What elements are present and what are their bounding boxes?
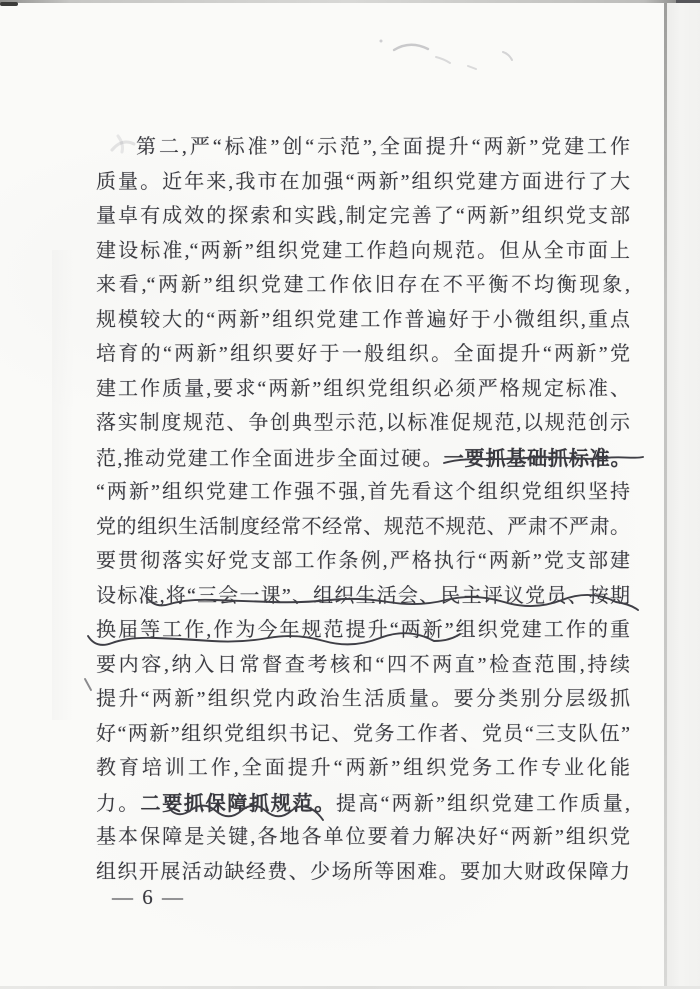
text-line: 换届等工作,作为今年规范提升“两新”组织党建工作的重 bbox=[96, 619, 630, 641]
pencil-smudge-4 bbox=[503, 52, 512, 60]
scan-left-shading bbox=[52, 250, 74, 720]
text-segment: 提高“两新”组织党建工作质量, bbox=[336, 792, 631, 815]
page-number: — 6 — bbox=[112, 885, 185, 909]
scan-artifact-top-left bbox=[0, 2, 18, 6]
text-line: 落实制度规范、争创典型示范,以标准促规范,以规范创示 bbox=[96, 412, 630, 434]
scan-top-edge-shadow bbox=[0, 0, 700, 3]
text-segment: 范,推动党建工作全面进步全面过硬。 bbox=[96, 447, 444, 470]
text-segment: 力。 bbox=[96, 792, 141, 815]
pencil-dot bbox=[380, 40, 383, 43]
text-line: 提升“两新”组织党内政治生活质量。要分类别分层级抓 bbox=[96, 688, 630, 710]
text-line: 建工作质量,要求“两新”组织党组织必须严格规定标准、 bbox=[96, 377, 630, 400]
bold-heading-first-point: 一要抓基础抓标准。 bbox=[443, 445, 631, 470]
text-line: 培育的“两新”组织要好于一般组织。全面提升“两新”党 bbox=[96, 343, 630, 365]
text-line-with-heading bbox=[96, 441, 630, 476]
text-line: 要贯彻落实好党支部工作条例,严格执行“两新”党支部建 bbox=[96, 550, 630, 572]
pencil-smudge-3 bbox=[468, 66, 476, 69]
text-line: 教育培训工作,全面提升“两新”组织党务工作专业化能 bbox=[96, 757, 630, 779]
text-line: 来看,“两新”组织党建工作依旧存在不平衡不均衡现象, bbox=[96, 274, 630, 296]
pencil-smudge-2 bbox=[436, 57, 450, 63]
pencil-smudge-1 bbox=[394, 45, 428, 50]
text-line-with-heading bbox=[96, 786, 630, 821]
text-line: 第二,严“标准”创“示范”,全面提升“两新”党建工作 bbox=[136, 136, 630, 158]
text-line: 要内容,纳入日常督查考核和“四不两直”检查范围,持续 bbox=[96, 653, 630, 676]
text-line: 建设标准,“两新”组织党建工作趋向规范。但从全市面上 bbox=[96, 239, 630, 262]
page-edge-gutter bbox=[667, 3, 700, 989]
document-body-text bbox=[96, 130, 630, 889]
text-line: 好“两新”组织党组织书记、党务工作者、党员“三支队伍” bbox=[96, 722, 630, 745]
text-line: 党的组织生活制度经常不经常、规范不规范、严肃不严肃。 bbox=[96, 515, 630, 538]
pen-tick-margin bbox=[85, 679, 91, 690]
text-line: 基本保障是关键,各地各单位要着力解决好“两新”组织党 bbox=[96, 826, 630, 848]
text-line: 量卓有成效的探索和实践,制定完善了“两新”组织党支部 bbox=[96, 205, 630, 227]
text-line: 质量。近年来,我市在加强“两新”组织党建方面进行了大 bbox=[96, 170, 630, 193]
text-line: 规模较大的“两新”组织党建工作普遍好于小微组织,重点 bbox=[96, 308, 630, 331]
text-line: 组织开展活动缺经费、少场所等困难。要加大财政保障力 bbox=[96, 860, 630, 883]
text-line: “两新”组织党建工作强不强,首先看这个组织党组织坚持 bbox=[96, 481, 630, 503]
bold-heading-second-point: 二要抓保障抓规范。 bbox=[140, 790, 337, 815]
text-line: 设标准,将“三会一课”、组织生活会、民主评议党员、按期 bbox=[96, 584, 630, 607]
